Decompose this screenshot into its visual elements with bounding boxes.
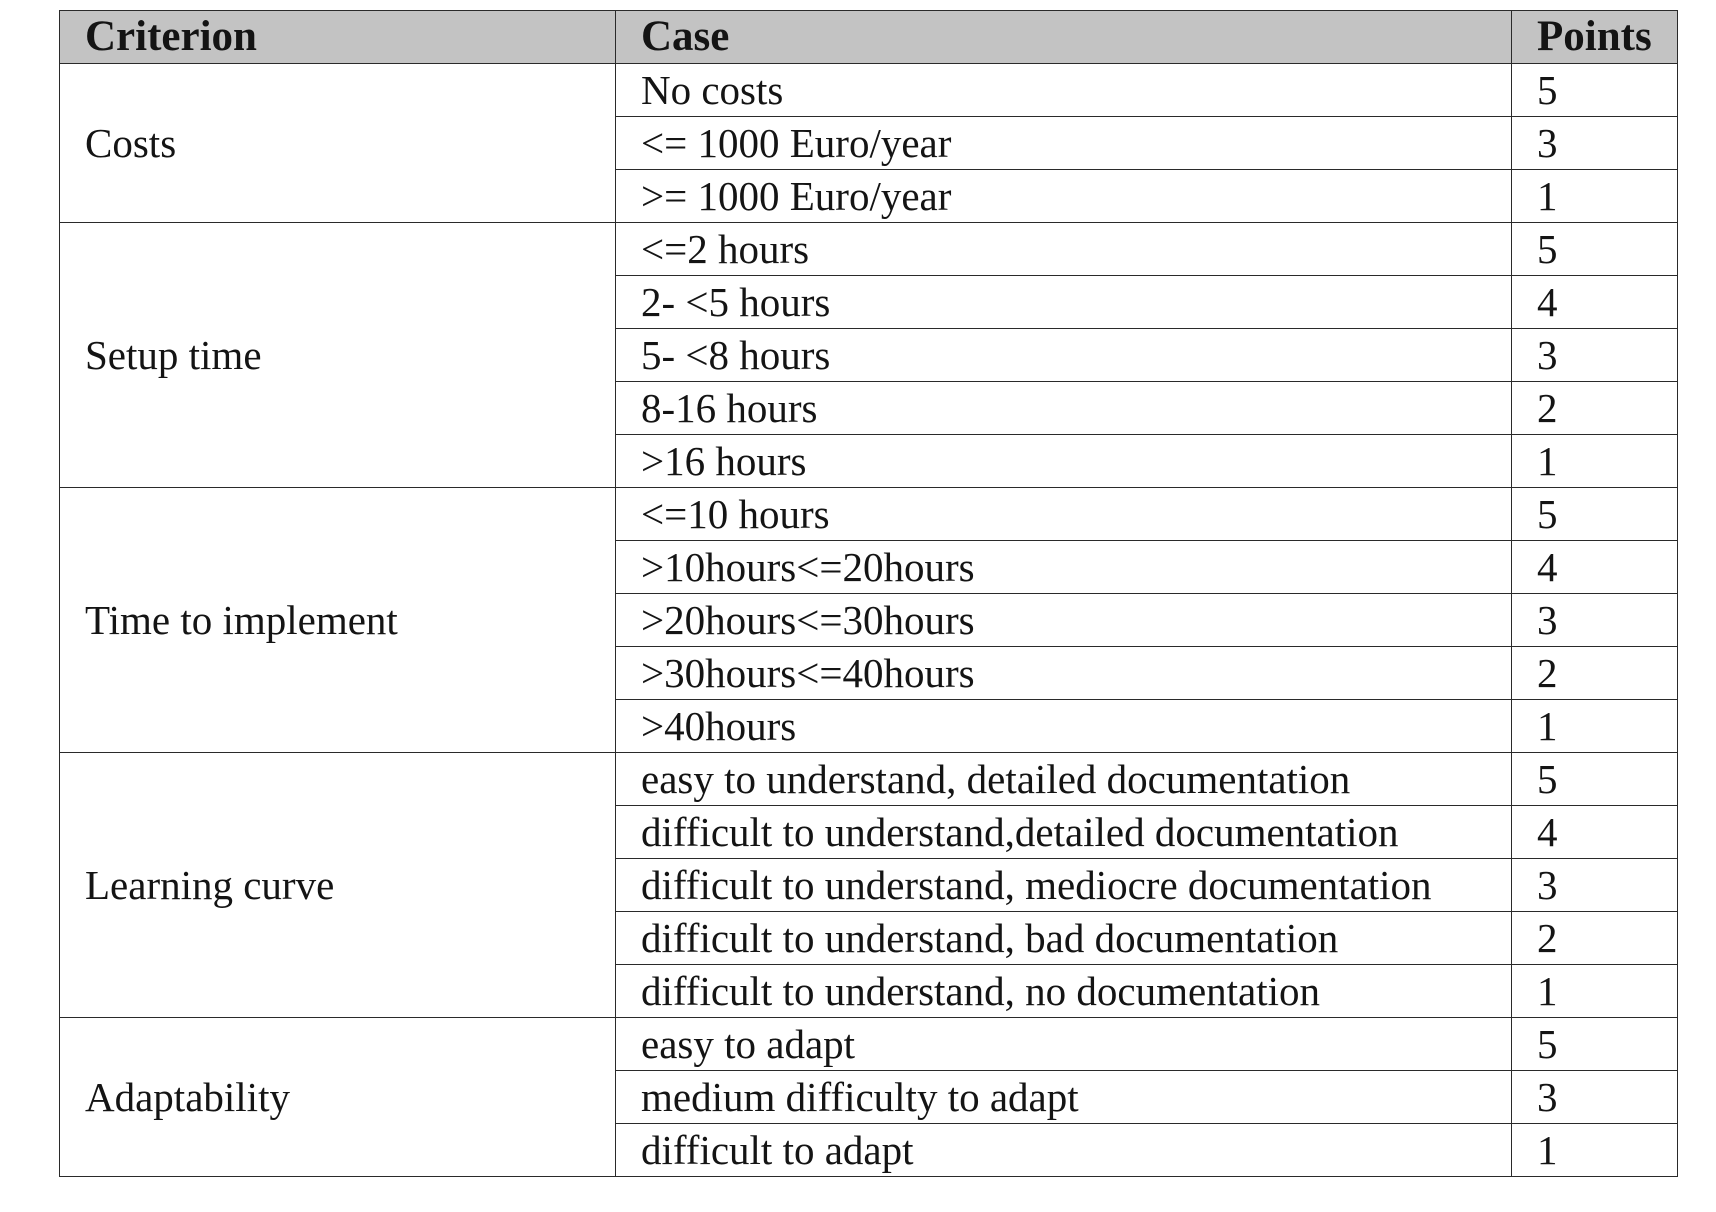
points-cell: 3 bbox=[1512, 1071, 1678, 1124]
table-row bbox=[60, 488, 1678, 541]
table-body bbox=[60, 64, 1678, 1177]
criterion-cell: Time to implement bbox=[60, 488, 616, 753]
case-cell: difficult to understand, bad documentation bbox=[616, 912, 1512, 965]
case-cell: difficult to adapt bbox=[616, 1124, 1512, 1177]
criterion-cell: Setup time bbox=[60, 223, 616, 488]
criteria-table bbox=[59, 10, 1678, 1177]
case-cell: difficult to understand,detailed documentation bbox=[616, 806, 1512, 859]
case-cell: easy to understand, detailed documentation bbox=[616, 753, 1512, 806]
points-cell: 4 bbox=[1512, 806, 1678, 859]
points-cell: 2 bbox=[1512, 647, 1678, 700]
case-cell: easy to adapt bbox=[616, 1018, 1512, 1071]
table-row bbox=[60, 1018, 1678, 1071]
table-row bbox=[60, 64, 1678, 117]
case-cell: difficult to understand, mediocre documentation bbox=[616, 859, 1512, 912]
header-criterion: Criterion bbox=[60, 11, 616, 64]
points-cell: 5 bbox=[1512, 488, 1678, 541]
points-cell: 1 bbox=[1512, 965, 1678, 1018]
case-cell: 2- <5 hours bbox=[616, 276, 1512, 329]
case-cell: >= 1000 Euro/year bbox=[616, 170, 1512, 223]
points-cell: 3 bbox=[1512, 859, 1678, 912]
case-cell: difficult to understand, no documentation bbox=[616, 965, 1512, 1018]
points-cell: 5 bbox=[1512, 223, 1678, 276]
points-cell: 2 bbox=[1512, 912, 1678, 965]
case-cell: 8-16 hours bbox=[616, 382, 1512, 435]
case-cell: <=2 hours bbox=[616, 223, 1512, 276]
points-cell: 2 bbox=[1512, 382, 1678, 435]
case-cell: >30hours<=40hours bbox=[616, 647, 1512, 700]
case-cell: 5- <8 hours bbox=[616, 329, 1512, 382]
case-cell: No costs bbox=[616, 64, 1512, 117]
points-cell: 1 bbox=[1512, 1124, 1678, 1177]
points-cell: 5 bbox=[1512, 1018, 1678, 1071]
criterion-cell: Costs bbox=[60, 64, 616, 223]
criterion-cell: Adaptability bbox=[60, 1018, 616, 1177]
case-cell: >20hours<=30hours bbox=[616, 594, 1512, 647]
case-cell: >40hours bbox=[616, 700, 1512, 753]
case-cell: <= 1000 Euro/year bbox=[616, 117, 1512, 170]
points-cell: 3 bbox=[1512, 117, 1678, 170]
table-header-row bbox=[60, 11, 1678, 64]
criteria-table-container bbox=[59, 10, 1677, 1177]
header-case: Case bbox=[616, 11, 1512, 64]
points-cell: 1 bbox=[1512, 170, 1678, 223]
case-cell: medium difficulty to adapt bbox=[616, 1071, 1512, 1124]
points-cell: 4 bbox=[1512, 276, 1678, 329]
points-cell: 5 bbox=[1512, 64, 1678, 117]
points-cell: 1 bbox=[1512, 700, 1678, 753]
header-points: Points bbox=[1512, 11, 1678, 64]
case-cell: >16 hours bbox=[616, 435, 1512, 488]
table-row bbox=[60, 753, 1678, 806]
points-cell: 3 bbox=[1512, 594, 1678, 647]
criterion-cell: Learning curve bbox=[60, 753, 616, 1018]
points-cell: 1 bbox=[1512, 435, 1678, 488]
table-row bbox=[60, 223, 1678, 276]
points-cell: 3 bbox=[1512, 329, 1678, 382]
case-cell: >10hours<=20hours bbox=[616, 541, 1512, 594]
points-cell: 5 bbox=[1512, 753, 1678, 806]
points-cell: 4 bbox=[1512, 541, 1678, 594]
case-cell: <=10 hours bbox=[616, 488, 1512, 541]
